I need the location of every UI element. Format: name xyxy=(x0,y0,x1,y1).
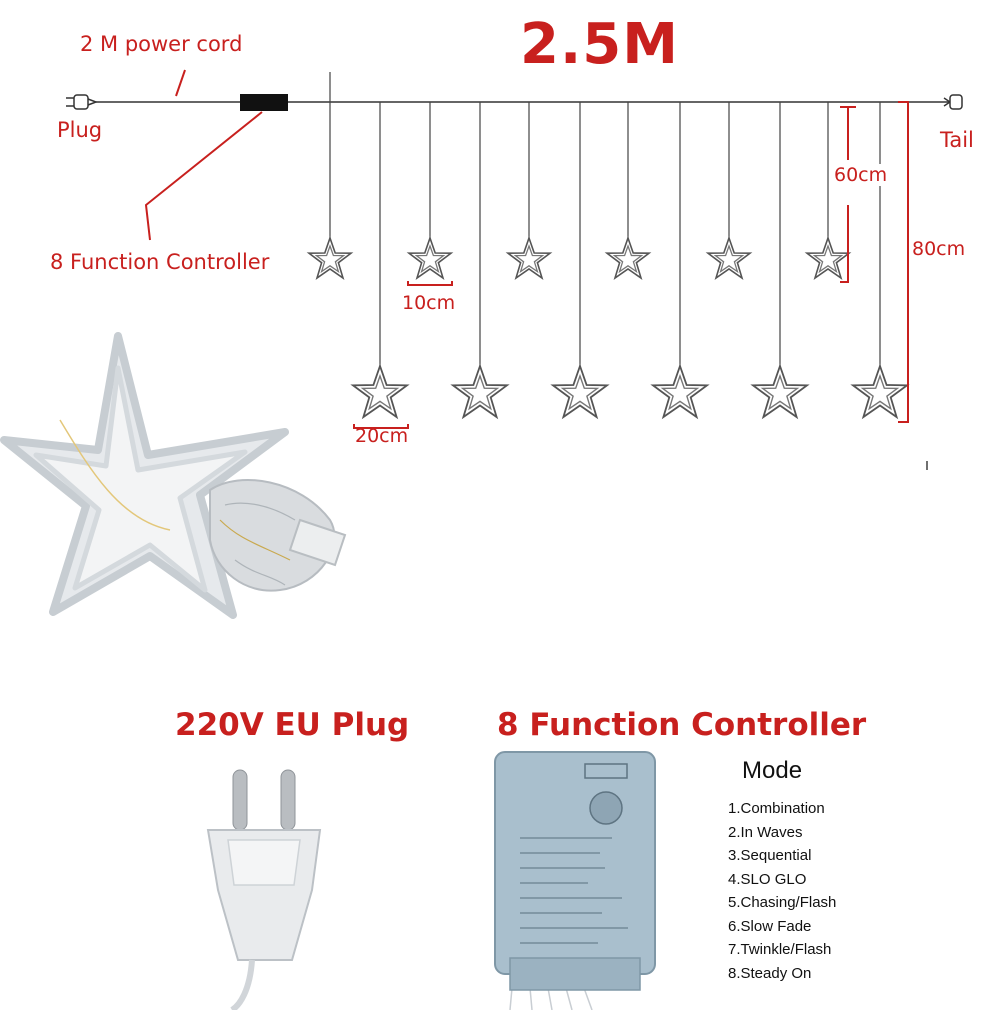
controller-box-illustration xyxy=(495,752,655,1010)
controller-label: 8 Function Controller xyxy=(50,250,270,274)
plug-icon xyxy=(66,95,96,109)
dimension-60cm-bracket xyxy=(840,107,856,282)
mode-list xyxy=(728,797,836,985)
mode-item: 4.SLO GLO xyxy=(728,870,807,888)
long-drop-dimension: 80cm xyxy=(912,238,966,260)
tail-label: Tail xyxy=(940,128,974,152)
curtain-length-title: 2.5M xyxy=(520,12,679,77)
power-cord-label: 2 M power cord xyxy=(80,32,243,56)
long-drops xyxy=(353,102,907,417)
mode-list-title: Mode xyxy=(742,757,803,784)
small-star-dimension: 10cm xyxy=(402,292,456,314)
eu-plug-illustration xyxy=(208,770,320,1010)
dimension-80cm-bracket xyxy=(898,102,908,422)
large-star-dimension: 20cm xyxy=(355,425,409,447)
star-closeup-illustration xyxy=(4,336,345,615)
controller-block-icon xyxy=(240,94,288,111)
mode-item: 3.Sequential xyxy=(728,847,812,864)
plug-label: Plug xyxy=(57,118,103,142)
mode-item: 2.In Waves xyxy=(728,823,803,841)
mode-item: 8.Steady On xyxy=(728,964,812,982)
plug-section-heading: 220V EU Plug xyxy=(175,707,410,743)
controller-section-heading: 8 Function Controller xyxy=(497,707,867,743)
power-cord-pointer xyxy=(176,70,185,96)
short-drop-dimension: 60cm xyxy=(834,164,888,186)
dimension-10cm-bracket xyxy=(408,281,452,285)
mode-item: 1.Combination xyxy=(728,800,825,817)
controller-pointer xyxy=(146,112,262,240)
mode-item: 7.Twinkle/Flash xyxy=(728,941,832,958)
mode-item: 6.Slow Fade xyxy=(728,917,812,935)
short-drops xyxy=(309,72,849,278)
mode-item: 5.Chasing/Flash xyxy=(728,894,837,911)
